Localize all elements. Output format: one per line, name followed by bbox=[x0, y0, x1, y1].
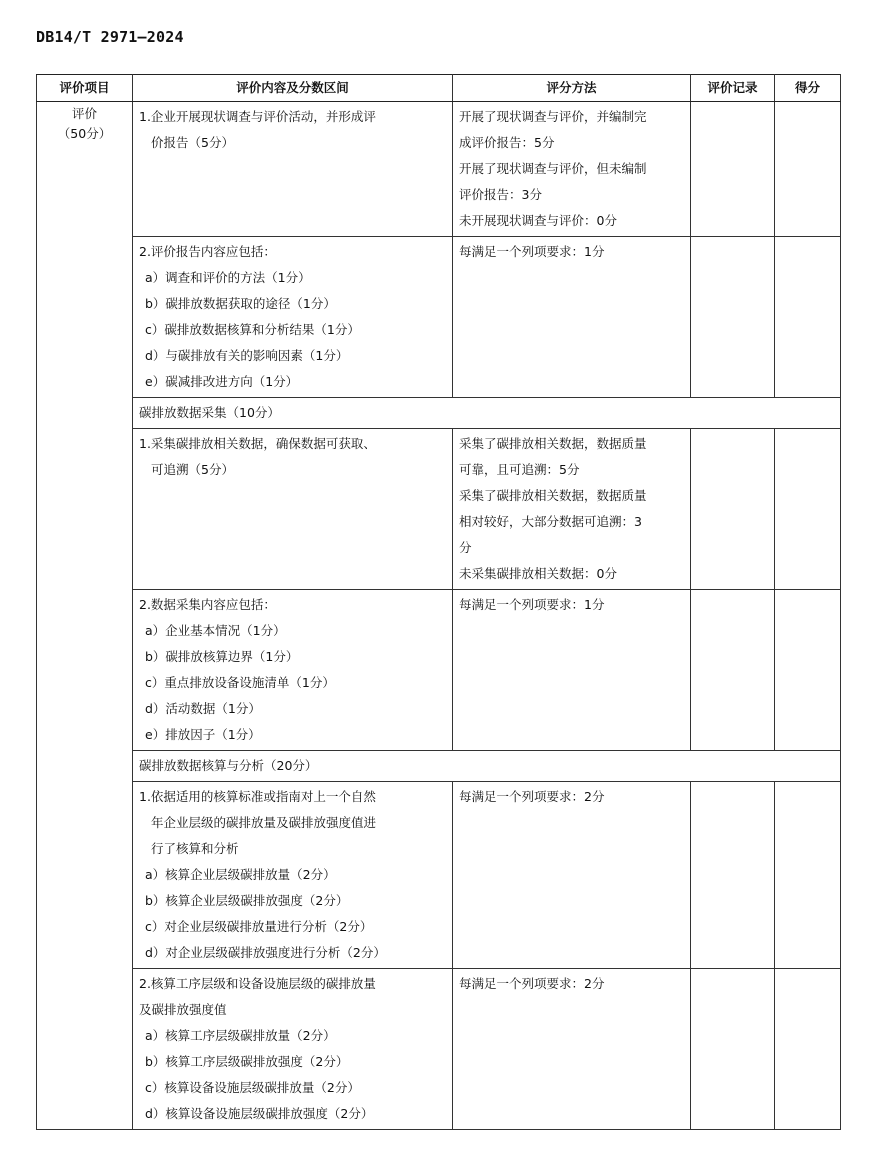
header-score: 得分 bbox=[775, 75, 841, 102]
content-cell bbox=[133, 590, 453, 751]
content-line: b）核算企业层级碳排放强度（2分） bbox=[145, 893, 349, 908]
content-cell bbox=[133, 237, 453, 398]
content-line: b）碳排放核算边界（1分） bbox=[145, 649, 299, 664]
content-line: 可追溯（5分） bbox=[151, 462, 234, 477]
section-row bbox=[37, 751, 841, 782]
content-line: a）核算企业层级碳排放量（2分） bbox=[145, 867, 336, 882]
content-line: d）核算设备设施层级碳排放强度（2分） bbox=[145, 1106, 374, 1121]
content-line: a）核算工序层级碳排放量（2分） bbox=[145, 1028, 336, 1043]
table-row bbox=[37, 969, 841, 1130]
content-line: e）碳减排改进方向（1分） bbox=[145, 374, 299, 389]
section-title: 碳排放数据核算与分析（20分） bbox=[133, 751, 841, 782]
content-line: 价报告（5分） bbox=[151, 135, 234, 150]
content-line: 行了核算和分析 bbox=[151, 841, 239, 856]
method-line: 未采集碳排放相关数据：0分 bbox=[459, 566, 617, 581]
content-line: e）排放因子（1分） bbox=[145, 727, 261, 742]
content-line: 2.评价报告内容应包括： bbox=[139, 244, 276, 259]
method-line: 成评价报告：5分 bbox=[459, 135, 555, 150]
content-line: 年企业层级的碳排放量及碳排放强度值进 bbox=[151, 815, 377, 830]
table-row bbox=[37, 590, 841, 751]
method-line: 未开展现状调查与评价：0分 bbox=[459, 213, 617, 228]
table-row bbox=[37, 102, 841, 237]
method-line: 相对较好，大部分数据可追溯：3 bbox=[459, 514, 642, 529]
method-line: 开展了现状调查与评价，但未编制 bbox=[459, 161, 647, 176]
eval-record-cell[interactable] bbox=[691, 782, 775, 969]
content-cell bbox=[133, 102, 453, 237]
content-line: 1.采集碳排放相关数据，确保数据可获取、 bbox=[139, 436, 376, 451]
method-line: 每满足一个列项要求：1分 bbox=[459, 244, 605, 259]
method-line: 采集了碳排放相关数据，数据质量 bbox=[459, 436, 647, 451]
content-line: d）与碳排放有关的影响因素（1分） bbox=[145, 348, 349, 363]
evaluation-table bbox=[36, 74, 841, 1130]
section-title: 碳排放数据采集（10分） bbox=[133, 398, 841, 429]
method-cell bbox=[453, 429, 691, 590]
table-header-row bbox=[37, 75, 841, 102]
method-line: 分 bbox=[459, 540, 472, 555]
content-cell bbox=[133, 782, 453, 969]
content-cell bbox=[133, 429, 453, 590]
content-line: b）碳排放数据获取的途径（1分） bbox=[145, 296, 336, 311]
method-cell bbox=[453, 590, 691, 751]
eval-record-cell[interactable] bbox=[691, 237, 775, 398]
score-cell[interactable] bbox=[775, 590, 841, 751]
content-line: 2.核算工序层级和设备设施层级的碳排放量 bbox=[139, 976, 376, 991]
table-row bbox=[37, 429, 841, 590]
category-cell bbox=[37, 102, 133, 1130]
content-line: b）核算工序层级碳排放强度（2分） bbox=[145, 1054, 349, 1069]
eval-record-cell[interactable] bbox=[691, 969, 775, 1130]
content-line: c）核算设备设施层级碳排放量（2分） bbox=[145, 1080, 360, 1095]
table-row bbox=[37, 782, 841, 969]
score-cell[interactable] bbox=[775, 237, 841, 398]
method-cell bbox=[453, 102, 691, 237]
method-line: 评价报告：3分 bbox=[459, 187, 542, 202]
content-line: c）碳排放数据核算和分析结果（1分） bbox=[145, 322, 360, 337]
score-cell[interactable] bbox=[775, 429, 841, 590]
method-cell bbox=[453, 782, 691, 969]
content-line: 1.依据适用的核算标准或指南对上一个自然 bbox=[139, 789, 376, 804]
method-line: 每满足一个列项要求：2分 bbox=[459, 976, 605, 991]
section-row bbox=[37, 398, 841, 429]
content-line: 及碳排放强度值 bbox=[139, 1002, 227, 1017]
method-line: 每满足一个列项要求：1分 bbox=[459, 597, 605, 612]
method-cell bbox=[453, 237, 691, 398]
header-eval-content: 评价内容及分数区间 bbox=[133, 75, 453, 102]
header-eval-record: 评价记录 bbox=[691, 75, 775, 102]
score-cell[interactable] bbox=[775, 782, 841, 969]
content-line: 2.数据采集内容应包括： bbox=[139, 597, 276, 612]
content-line: d）对企业层级碳排放强度进行分析（2分） bbox=[145, 945, 386, 960]
eval-record-cell[interactable] bbox=[691, 102, 775, 237]
score-cell[interactable] bbox=[775, 969, 841, 1130]
content-line: a）调查和评价的方法（1分） bbox=[145, 270, 311, 285]
content-line: c）重点排放设备设施清单（1分） bbox=[145, 675, 335, 690]
category-name: 评价 bbox=[71, 106, 97, 121]
content-line: c）对企业层级碳排放量进行分析（2分） bbox=[145, 919, 373, 934]
score-cell[interactable] bbox=[775, 102, 841, 237]
content-line: d）活动数据（1分） bbox=[145, 701, 261, 716]
method-line: 开展了现状调查与评价，并编制完 bbox=[459, 109, 647, 124]
content-line: a）企业基本情况（1分） bbox=[145, 623, 286, 638]
table-row bbox=[37, 237, 841, 398]
header-scoring-method: 评分方法 bbox=[453, 75, 691, 102]
method-cell bbox=[453, 969, 691, 1130]
category-score: （50分） bbox=[57, 126, 112, 141]
header-eval-item: 评价项目 bbox=[37, 75, 133, 102]
document-code: DB14/T 2971—2024 bbox=[36, 28, 184, 46]
eval-record-cell[interactable] bbox=[691, 590, 775, 751]
content-cell bbox=[133, 969, 453, 1130]
method-line: 每满足一个列项要求：2分 bbox=[459, 789, 605, 804]
method-line: 可靠，且可追溯：5分 bbox=[459, 462, 580, 477]
eval-record-cell[interactable] bbox=[691, 429, 775, 590]
method-line: 采集了碳排放相关数据，数据质量 bbox=[459, 488, 647, 503]
content-line: 1.企业开展现状调查与评价活动，并形成评 bbox=[139, 109, 376, 124]
